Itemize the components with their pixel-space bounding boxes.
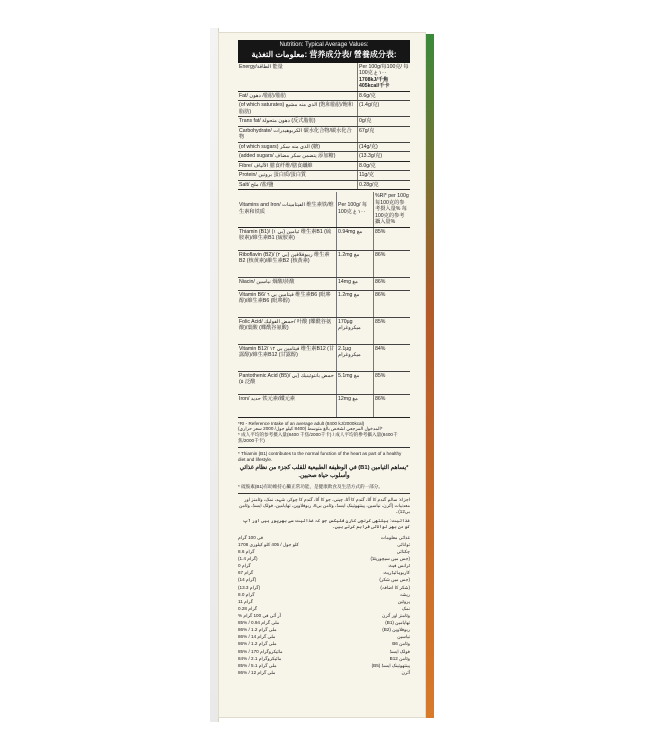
table-row (238, 371, 410, 394)
urdu-label: وٹامنز اور آئرن (381, 612, 410, 618)
claim-ar: *يساهم الثيامين (B1) في الوظيفة الطبيعية للقلب كجزء من نظام غذائي وأسلوب حياة صحيين. (239, 465, 409, 480)
table-row (238, 126, 410, 142)
row-label: Fibre/ الألياف 膳食纤维/膳食纖維 (238, 161, 358, 171)
urdu-label: ٹرانس فیٹ (388, 563, 410, 569)
vitamin-ri: 86% (374, 394, 411, 417)
row-label: Protein/ بروتين 蛋白质/蛋白質 (238, 171, 358, 181)
table-row (238, 344, 410, 371)
vitamin-value: 5.1mg مغ (337, 371, 374, 394)
urdu-label: توانائی (397, 541, 410, 547)
urdu-label: (شکر کا اضافہ) (380, 584, 410, 590)
urdu-value: 85% / 5.1 ملی گرام (238, 662, 277, 668)
row-label: (of which saturates) الذي منه مشبع (饱和脂肪/飽和脂肪) (238, 101, 358, 117)
urdu-label: چکنائی (396, 548, 410, 554)
row-value: 0g/克 (358, 117, 411, 127)
vitamin-label: Riboflavin (B2)/ ريبوفلافين (بي ٢) 维生素B2 (核黄素)/維生素B2 (核黃素) (238, 250, 337, 277)
nutrition-title-ar: معلومات التغذية: 营养成分表/ 營養成分表: (251, 49, 397, 59)
divider (238, 493, 410, 494)
urdu-nutrition-list (238, 534, 410, 676)
vitamin-ri: 85% (374, 371, 411, 394)
vitamin-value: 0.94mg مغ (337, 227, 374, 250)
urdu-label: غذائی معلومات (380, 534, 410, 540)
urdu-label: وٹامن B6 (392, 641, 410, 647)
table-row (238, 171, 410, 181)
row-value: 8.0g/克 (358, 161, 411, 171)
vitamin-ri: 86% (374, 290, 411, 317)
vitamins-header-per: Per 100g/ 每100克 ١٠٠ غ (337, 192, 374, 227)
vitamin-ri: 85% (374, 227, 411, 250)
urdu-label: (جس میں سیچوریٹڈ) (370, 556, 410, 562)
urdu-value: 11 گرام (238, 598, 253, 604)
row-label: Salt/ ملح /盐/鹽 (238, 180, 358, 190)
row-value: 8.6g/克 (358, 91, 411, 101)
table-row (238, 63, 410, 92)
vitamin-value: 1.2mg مغ (337, 250, 374, 277)
urdu-label: وٹامن B12 (389, 655, 410, 661)
vitamin-ri: 86% (374, 277, 411, 290)
table-row (238, 180, 410, 190)
claim-zh: * 硫胺素(B1)有助維持心臟正常功能，是健康飲食及生活方式的一部分。 (238, 483, 383, 489)
row-value: (14g/克) (358, 142, 411, 152)
note-line: *RI - Reference Intake of an average adult (8400 kJ/2000kcal) (238, 420, 365, 426)
vitamin-ri: 84% (374, 344, 411, 371)
row-label: Carbohydrate/ الكربوهيدرات 碳水化合物/碳水化合物 (238, 126, 358, 142)
urdu-value: 86% / 1.2 ملی گرام (238, 641, 277, 647)
row-value: 0.28g/克 (358, 180, 411, 190)
row-label: Fat/ دهون /脂肪/脂肪 (238, 91, 358, 101)
energy-value: 1708kJ/千焦 405kcal/千卡 (359, 76, 390, 89)
urdu-label: کاربوہائیڈریٹ (383, 570, 410, 576)
ri-notes (238, 421, 410, 445)
urdu-value: 67 گرام (238, 570, 254, 576)
urdu-text: غذائیت: ہیلتھی کرنچی کارن فلیکس جو کہ غذائیت سے بھرپور ہیں اور آپ کو دن بھر توانائی فراہم کرتے ہیں۔ (242, 517, 410, 529)
urdu-value: 86% / 1.2 ملی گرام (238, 627, 277, 633)
urdu-label: نمک (401, 605, 410, 611)
urdu-value: 8.6 گرام (238, 548, 255, 554)
table-row (238, 277, 410, 290)
row-label: (of which sugars) الذي منه سكر (糖) (238, 142, 358, 152)
urdu-value: 84% / 2.1 مائیکروگرام (238, 655, 282, 661)
urdu-label: تھایامین (B1) (385, 620, 410, 626)
urdu-label: فولک ایسڈ (389, 648, 410, 654)
table-row (238, 142, 410, 152)
vitamin-ri: 85% (374, 317, 411, 344)
table-row (238, 227, 410, 250)
table-row (238, 192, 410, 227)
urdu-label: نیاسین (397, 634, 410, 640)
row-label: Trans fat/ دهون متحولة (反式脂肪) (238, 117, 358, 127)
urdu-label: پینتھوتینک ایسڈ (B5) (371, 662, 410, 668)
table-row (238, 152, 410, 162)
vitamin-label: Vitamin B12/ فيتامين بي ١٢ 维生素B12 (甘露醇)/維生素B12 (甘露醇) (238, 344, 337, 371)
nutrition-panel (238, 40, 410, 676)
nutrition-title-en: Nutrition: Typical Average Values: (279, 42, 369, 48)
note-line: * 成人平均的参考摄入量(8400 千焦/2000千卡) / 成人平均的參考攝入量(8400千焦/2000千卡) (238, 432, 398, 444)
urdu-label: (جس میں شکر) (379, 577, 410, 583)
urdu-value: 8.0 گرام (238, 591, 255, 597)
vitamin-value: 12mg مغ (337, 394, 374, 417)
nutrition-header (238, 40, 410, 63)
row-value: (13.3g/克) (358, 152, 411, 162)
vitamin-value: 2.1µg ميكروغرام (337, 344, 374, 371)
vitamins-table (238, 192, 410, 418)
claim-en: * Thiamin (B1) contributes to the normal function of the heart as part of a healthy diet and lifestyle. (238, 451, 402, 463)
table-row (238, 290, 410, 317)
vitamin-label: Iron/ حديد 铁元素/鐵元素 (238, 394, 337, 417)
urdu-labels-column (327, 534, 410, 676)
table-row (238, 317, 410, 344)
urdu-value: فی 100 گرام (238, 534, 264, 540)
table-row (238, 250, 410, 277)
urdu-value: 1708 کلو جول / 405 کلو کیلوری (238, 541, 299, 547)
vitamin-label: Vitamin B6/ فيتامين بي ٦ 维生素B6 (吡哆醇)/維生素B6 (吡哆醇) (238, 290, 337, 317)
urdu-label: آئرن (401, 669, 410, 675)
table-row (238, 394, 410, 417)
urdu-intro: اجزاء: سالم گندم کا آٹا، گندم کا آٹا، چینی، جو کا آٹا، گندم کا چوکر، شہد، نمک، وٹامنز اور معدنیات (آئرن، نیاسین، پینتھوتینک ایسڈ، وٹامن بی6، ربوفلاوین، تھایامین، فولک ایسڈ، وٹامن بی12)۔ (239, 496, 410, 514)
nutrition-table (238, 63, 410, 191)
energy-label: Energy/الطاقة 能量 (238, 63, 358, 92)
urdu-value: (14 گرام) (238, 577, 257, 583)
vitamin-label: Niacin/ نياسين 烟酸/菸酸 (238, 277, 337, 290)
vitamin-label: Pantothenic Acid (B5)/ حمض بانتوثينيك (بي ٥) 泛酸 (238, 371, 337, 394)
per-header: Per 100g/每100克/ 每100克 ١٠٠ غ (359, 63, 409, 76)
urdu-value: 86% / 12 ملی گرام (238, 669, 276, 675)
vitamins-header-label: Vitamins and Iron/ الفيتامينات 维生素铁/维生素和铁质 (238, 192, 337, 227)
vitamin-label: Thiamin (B1)/ ثيامين (بي ١) 维生素B1 (硫胺素)/維生素B1 (硫胺素) (238, 227, 337, 250)
table-row (238, 101, 410, 117)
table-row (238, 161, 410, 171)
urdu-label: پروٹین (397, 598, 410, 604)
vitamin-value: 1.2mg مغ (337, 290, 374, 317)
table-row (238, 91, 410, 101)
row-label: (added sugars/ يتضمن سكر مضاف 添加糖) (238, 152, 358, 162)
row-value: 11g/克 (358, 171, 411, 181)
urdu-value: 85% / 0.94 ملی گرام (238, 620, 280, 626)
vitamin-value: 14mg مغ (337, 277, 374, 290)
vitamin-value: 170µg ميكروغرام (337, 317, 374, 344)
urdu-values-column (238, 534, 321, 676)
urdu-value: 0.28 گرام (238, 605, 258, 611)
divider (238, 447, 410, 448)
box-side-right (426, 34, 434, 718)
urdu-value: (13.3 گرام) (238, 584, 261, 590)
urdu-value: 85% / 170 مائیکروگرام (238, 648, 283, 654)
urdu-value: 0 گرام (238, 563, 251, 569)
table-row (238, 117, 410, 127)
urdu-value: (1.4 گرام) (238, 556, 258, 562)
urdu-value: 86% / 14 ملی گرام (238, 634, 276, 640)
row-value: (1.4g/克) (358, 101, 411, 117)
note-line: *المدخول المرجعي لشخص بالغ متوسط (8400 كيلو جول/ 2000 سعر حراري) (238, 426, 383, 432)
urdu-label: ربوفلاوین (B2) (382, 627, 410, 633)
urdu-label: ریشہ (399, 591, 410, 597)
urdu-value: % آر آئی فی 100 گرام (238, 612, 281, 618)
vitamin-ri: 86% (374, 250, 411, 277)
row-value: 67g/克 (358, 126, 411, 142)
vitamin-label: Folic Acid/ حمض الفوليك/ 叶酸 (蝶酰谷氨酸)/葉酸 (蝶酰谷氨酸) (238, 317, 337, 344)
vitamins-header-ri: %RI* per 100g 每100克的参考摄入量% 每100克的参考攝入量% (375, 193, 409, 225)
